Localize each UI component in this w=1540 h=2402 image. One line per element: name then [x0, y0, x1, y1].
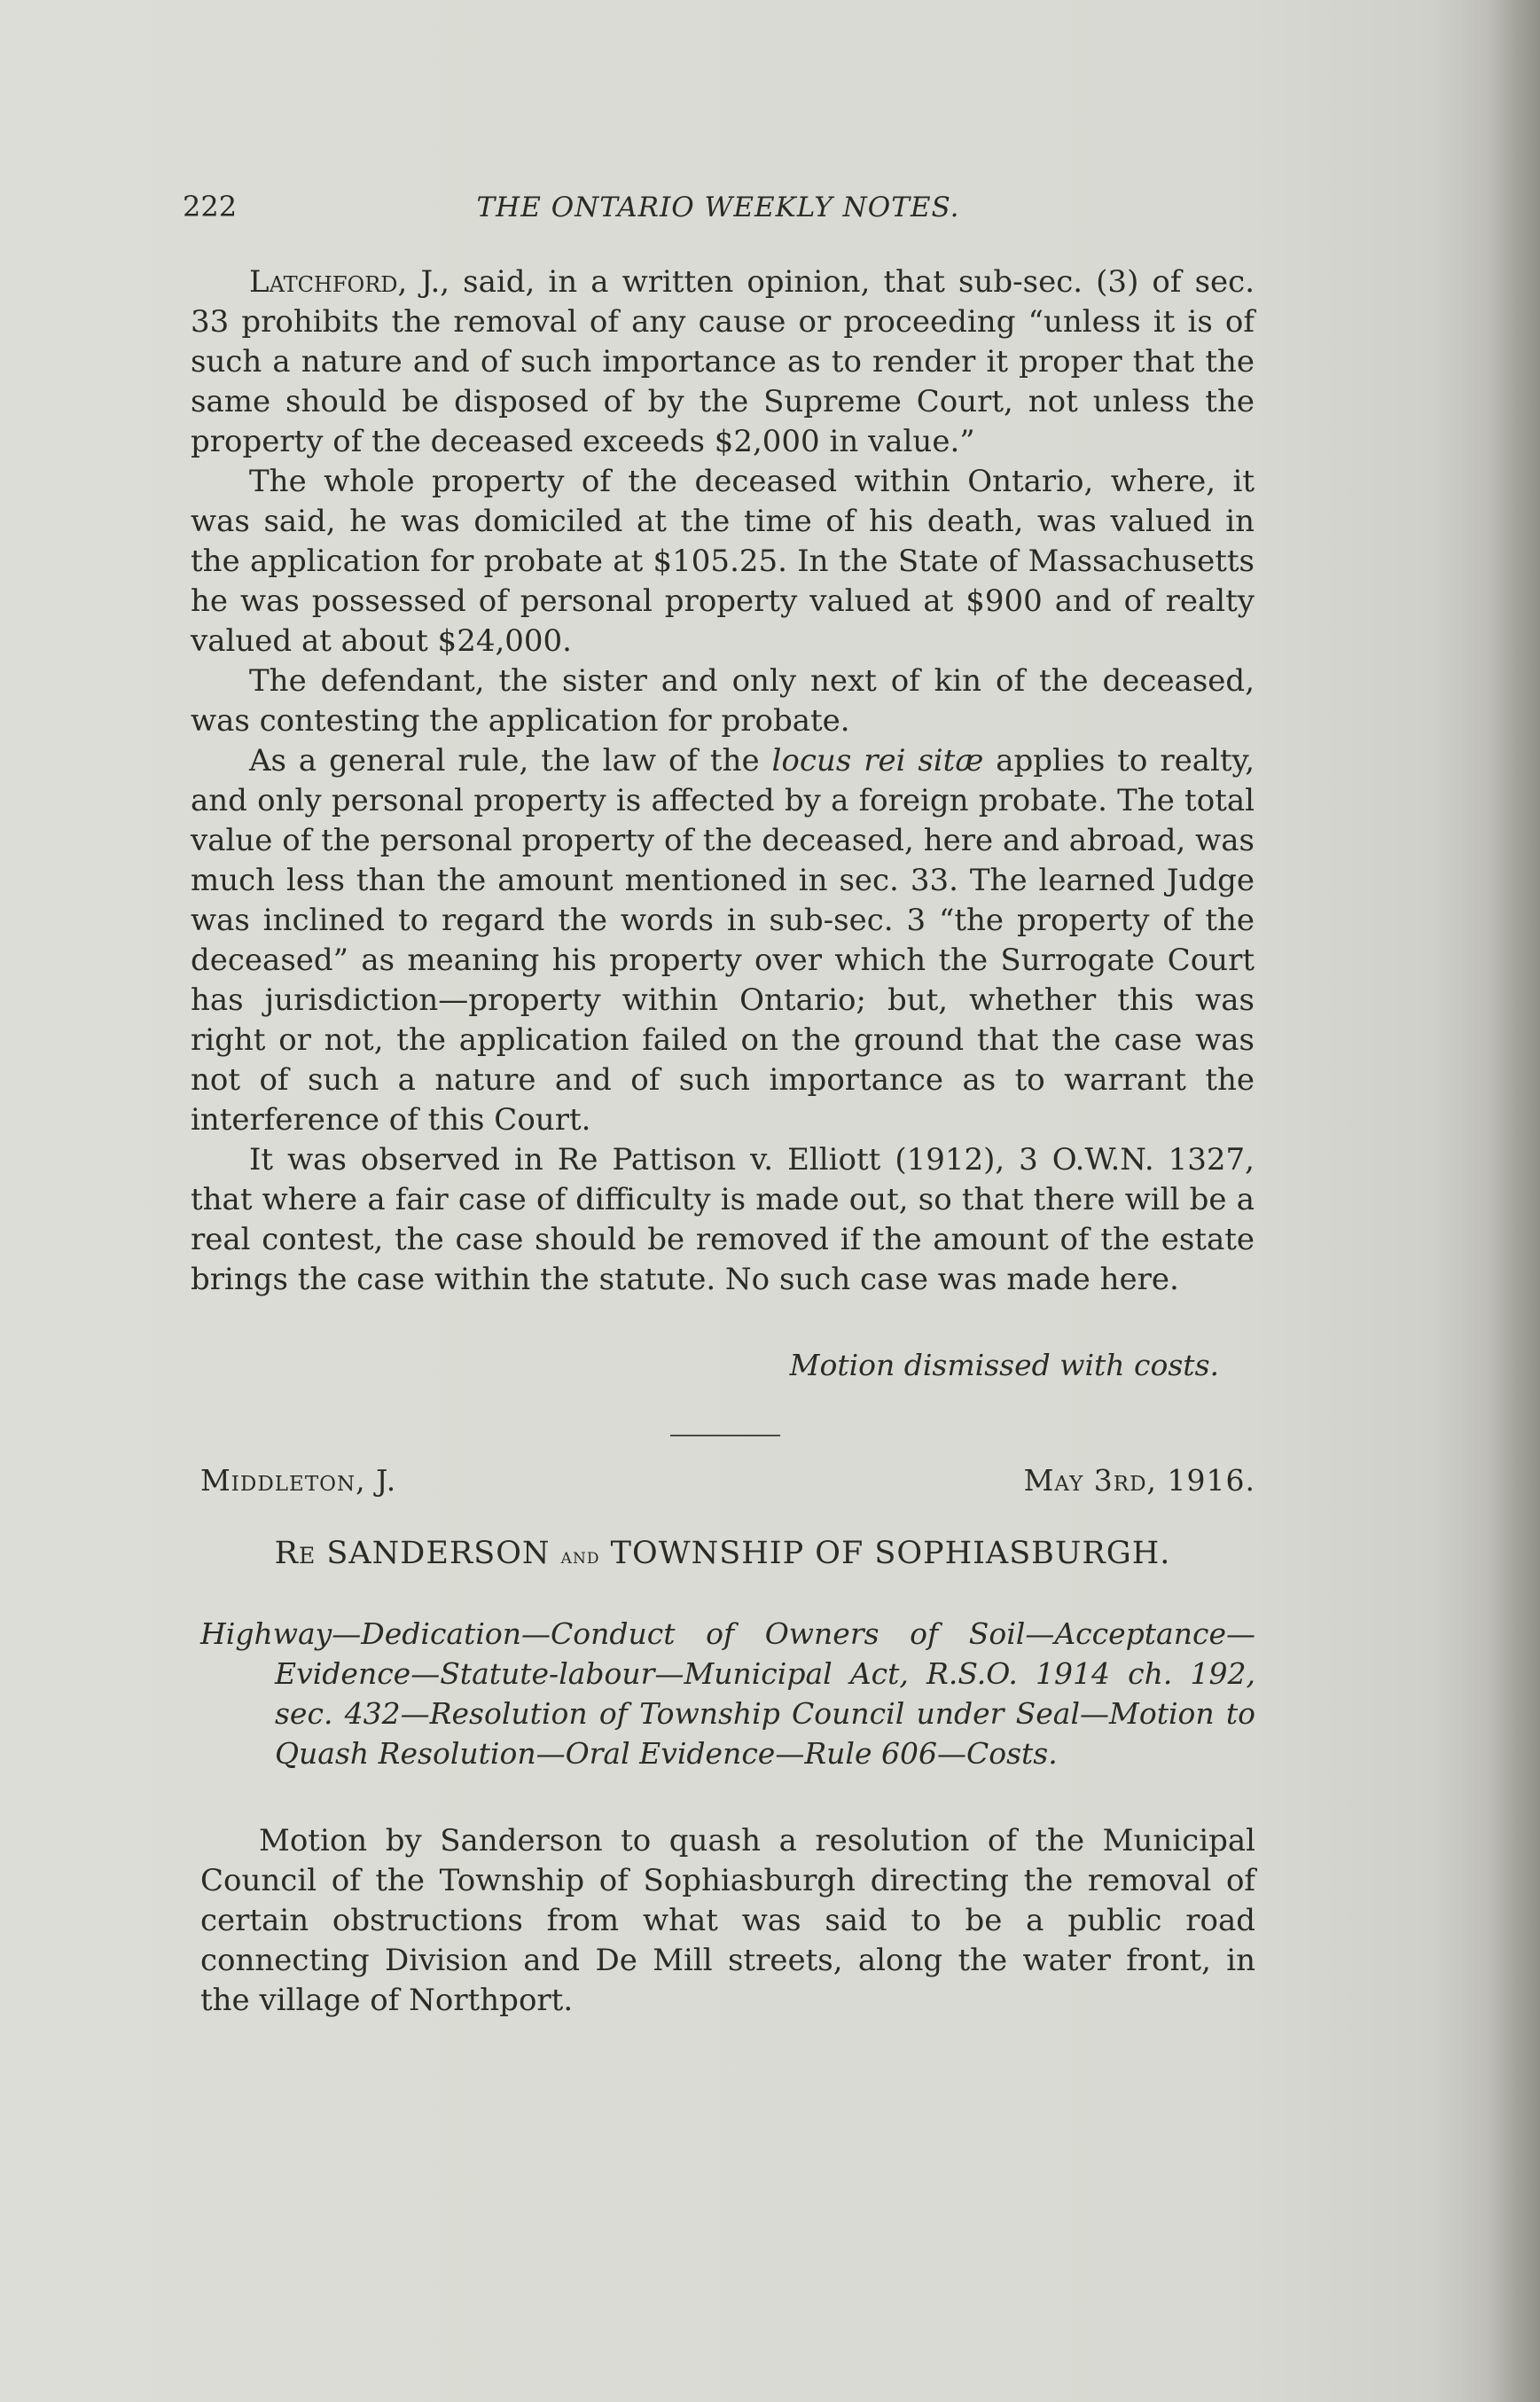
- judge-date-line: [200, 1463, 1255, 1502]
- paragraph-text: applies to realty, and only personal property is affected by a foreign probate. The total value of the personal property of the deceased, here and abroad, was much less than the amount mentioned in sec. 33. The learned Judge was inclined to regard the words in sub-sec. 3 “the property of the deceased” as meaning his property over which the Surrogate Court has jurisdiction—property within Ontario; but, whether this was right or not, the application failed on the ground that the case was not of such a nature and of such importance as to warrant the interference of this Court.: [191, 743, 1255, 1138]
- page-number: 222: [183, 190, 238, 223]
- judge-name: Middleton, J.: [200, 1463, 397, 1498]
- paragraph: The defendant, the sister and only next of kin of the deceased, was contesting the application for probate.: [191, 663, 1255, 739]
- opinion-text: [191, 262, 1255, 1300]
- page-header: [183, 190, 1254, 234]
- case-party: SANDERSON: [326, 1536, 551, 1571]
- paragraph: [191, 741, 1255, 1140]
- running-head: THE ONTARIO WEEKLY NOTES.: [476, 192, 960, 223]
- paragraph-text: , J., said, in a written opinion, that sub-sec. (3) of sec. 33 prohibits the removal of any cause or proceeding “unless it is of such a nature and of such importance as to render it proper that the same should be disposed of by the Supreme Court, not unless the property of the deceased exceeds $2,000 in value.”: [191, 264, 1255, 459]
- paragraph: It was observed in Re Pattison v. Elliott (1912), 3 O.W.N. 1327, that where a fair case of difficulty is made out, so that there will be a real contest, the case should be removed if the amount of the estate brings the case within the statute. No such case was made here.: [191, 1142, 1255, 1297]
- paragraph-text: As a general rule, the law of the: [249, 743, 772, 778]
- case-title-and: and: [560, 1544, 600, 1569]
- page-spine-shadow: [1487, 0, 1540, 2402]
- latin-phrase: locus rei sitæ: [771, 743, 984, 778]
- paragraph: The whole property of the deceased within Ontario, where, it was said, he was domiciled at the time of his death, was valued in the application for probate at $105.25. In the State of Massachusetts he was possessed of personal property valued at $900 and of realty valued at about $24,000.: [191, 464, 1255, 659]
- case-title-re: Re: [274, 1536, 317, 1571]
- headnote: Highway—Dedication—Conduct of Owners of Soil—Acceptance—Evidence—Statute-labour—Municipal Act, R.S.O. 1914 ch. 192, sec. 432—Resolution of Township Council under Seal—Motion to Quash Resolution—Oral Evidence—Rule 606—Costs.: [200, 1616, 1255, 1771]
- paragraph: [191, 262, 1255, 462]
- decision-date: May 3rd, 1916.: [1023, 1463, 1255, 1498]
- disposition: Motion dismissed with costs.: [789, 1348, 1219, 1382]
- case-party: TOWNSHIP OF SOPHIASBURGH.: [610, 1536, 1171, 1571]
- judge-name: Latchford: [249, 264, 398, 300]
- case-title: [191, 1536, 1255, 1571]
- section-divider: [670, 1435, 780, 1436]
- motion-paragraph: Motion by Sanderson to quash a resolution of the Municipal Council of the Township of Sophiasburgh directing the removal of certain obstructions from what was said to be a public road connecting Division and De Mill streets, along the water front, in the village of Northport.: [200, 1823, 1255, 2018]
